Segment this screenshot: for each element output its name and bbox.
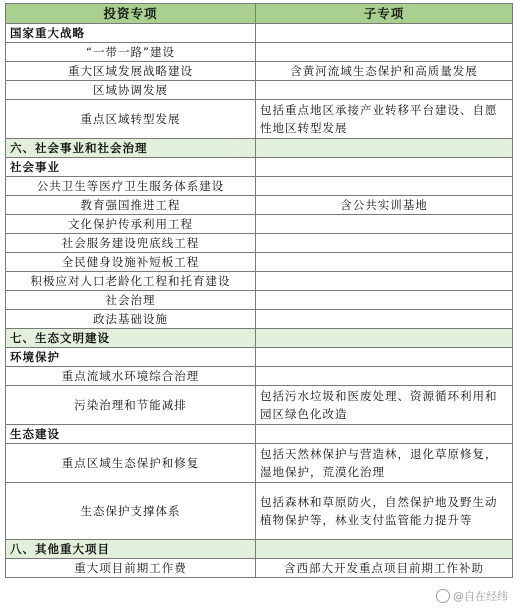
sub-item-cell: 包括天然林保护与营造林，退化草原修复，湿地保护，荒漠化治理 — [256, 444, 513, 483]
table-row — [6, 158, 513, 177]
sub-item-cell: 含黄河流域生态保护和高质量发展 — [256, 62, 513, 81]
sub-item-cell — [256, 367, 513, 386]
table-row — [6, 348, 513, 367]
category-label: 八、其他重大项目 — [6, 540, 256, 559]
sub-item-cell — [256, 81, 513, 100]
table-row — [6, 81, 513, 100]
item-cell: 社会服务建设兜底线工程 — [6, 234, 256, 253]
section-label: 国家重大战略 — [6, 24, 256, 43]
item-cell: 公共卫生等医疗卫生服务体系建设 — [6, 177, 256, 196]
category-label: 七、生态文明建设 — [6, 329, 256, 348]
table-row — [6, 425, 513, 444]
sub-item-cell — [256, 540, 513, 559]
table-row — [6, 483, 513, 540]
item-cell: 重大项目前期工作费 — [6, 559, 256, 578]
section-label: 环境保护 — [6, 348, 256, 367]
table-row — [6, 272, 513, 291]
sub-item-cell: 包括污水垃圾和医废处理、资源循环利用和园区绿色化改造 — [256, 386, 513, 425]
watermark — [436, 588, 508, 604]
sub-item-cell — [256, 139, 513, 158]
sub-item-cell — [256, 272, 513, 291]
category-row — [6, 329, 513, 348]
table-row — [6, 253, 513, 272]
sub-item-cell: 含公共实训基地 — [256, 196, 513, 215]
sub-item-cell: 包括重点地区承接产业转移平台建设、自愿性地区转型发展 — [256, 100, 513, 139]
item-cell: 区域协调发展 — [6, 81, 256, 100]
section-label: 生态建设 — [6, 425, 256, 444]
sub-item-cell — [256, 425, 513, 444]
item-cell: 文化保护传承利用工程 — [6, 215, 256, 234]
investment-table — [5, 3, 513, 578]
table-row — [6, 367, 513, 386]
table-row — [6, 234, 513, 253]
item-cell: 社会治理 — [6, 291, 256, 310]
sub-item-cell — [256, 24, 513, 43]
item-cell: 重点区域生态保护和修复 — [6, 444, 256, 483]
table-row — [6, 559, 513, 578]
category-label: 六、社会事业和社会治理 — [6, 139, 256, 158]
category-row — [6, 540, 513, 559]
wechat-logo-icon — [436, 589, 450, 603]
sub-item-cell — [256, 291, 513, 310]
watermark-text: @自在经纬 — [453, 590, 508, 603]
table-row — [6, 196, 513, 215]
sub-item-cell — [256, 234, 513, 253]
item-cell: 积极应对人口老龄化工程和托育建设 — [6, 272, 256, 291]
sub-item-cell — [256, 253, 513, 272]
table-row — [6, 100, 513, 139]
table-row — [6, 43, 513, 62]
sub-item-cell — [256, 310, 513, 329]
sub-item-cell — [256, 158, 513, 177]
sub-item-cell — [256, 177, 513, 196]
header-sub-item: 子专项 — [256, 4, 513, 24]
item-cell: 重点流域水环境综合治理 — [6, 367, 256, 386]
header-investment-item: 投资专项 — [6, 4, 256, 24]
table-header-row — [6, 4, 513, 24]
item-cell: 重点区域转型发展 — [6, 100, 256, 139]
table-row — [6, 444, 513, 483]
sub-item-cell: 包括森林和草原防火，自然保护地及野生动植物保护等，林业支付监管能力提升等 — [256, 483, 513, 540]
item-cell: 全民健身设施补短板工程 — [6, 253, 256, 272]
sub-item-cell — [256, 43, 513, 62]
table-row — [6, 177, 513, 196]
item-cell: 政法基础设施 — [6, 310, 256, 329]
item-cell: “一带一路”建设 — [6, 43, 256, 62]
table-row — [6, 386, 513, 425]
sub-item-cell — [256, 215, 513, 234]
section-label: 社会事业 — [6, 158, 256, 177]
sub-item-cell — [256, 348, 513, 367]
table-row — [6, 310, 513, 329]
item-cell: 重大区域发展战略建设 — [6, 62, 256, 81]
category-row — [6, 139, 513, 158]
item-cell: 教育强国推进工程 — [6, 196, 256, 215]
item-cell: 生态保护支撑体系 — [6, 483, 256, 540]
sub-item-cell — [256, 329, 513, 348]
table-row — [6, 215, 513, 234]
sub-item-cell: 含西部大开发重点项目前期工作补助 — [256, 559, 513, 578]
item-cell: 污染治理和节能减排 — [6, 386, 256, 425]
table-row — [6, 62, 513, 81]
table-row — [6, 24, 513, 43]
table-row — [6, 291, 513, 310]
